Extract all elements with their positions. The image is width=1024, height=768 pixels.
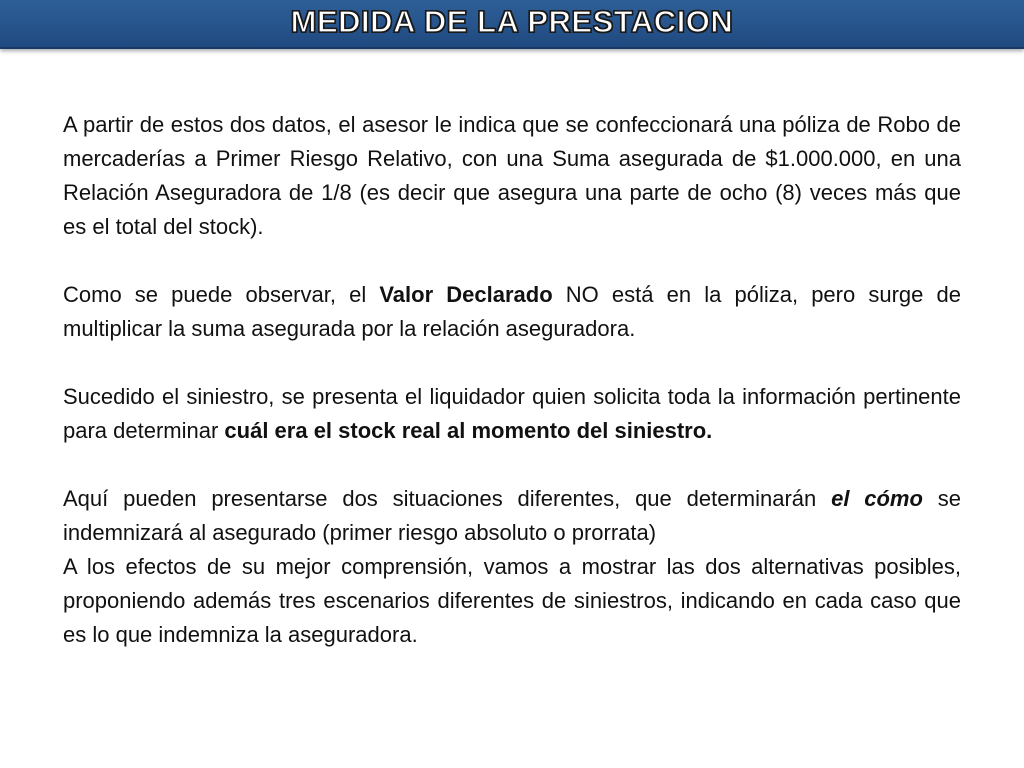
paragraph-4-text-b: se indemnizará al asegurado (primer riesgo absoluto o prorrata): [63, 486, 962, 545]
slide-title: MEDIDA DE LA PRESTACION: [290, 4, 734, 39]
paragraph-2-text-b: NO está en la póliza, pero surge de multiplicar la suma asegurada por la relación aseguradora.: [63, 282, 961, 341]
paragraph-2: [63, 278, 961, 346]
paragraph-1: A partir de estos dos datos, el asesor le indica que se confeccionará una póliza de Robo de mercaderías a Primer Riesgo Relativo, con una Suma asegurada de $1.000.000, en una Relación Aseguradora de 1/8 (es decir que asegura una parte de ocho (8) veces más que es el total del stock).: [63, 112, 961, 239]
slide-body: [63, 108, 961, 652]
paragraph-4-text-a: Aquí pueden presentarse dos situaciones diferentes, que determinarán: [63, 486, 832, 511]
paragraph-2-text-a: Como se puede observar, el: [63, 282, 380, 307]
valor-declarado-emphasis: Valor Declarado: [379, 282, 553, 307]
title-bar: [0, 0, 1024, 49]
paragraph-3-text-a: Sucedido el siniestro, se presenta el liquidador quien solicita toda la información pertinente para determinar: [63, 384, 961, 443]
paragraph-5: A los efectos de su mejor comprensión, vamos a mostrar las dos alternativas posibles, proponiendo además tres escenarios diferentes de siniestros, indicando en cada caso que es lo que indemniza la aseguradora.: [63, 554, 961, 647]
paragraph-4: [63, 482, 961, 550]
paragraph-3: [63, 380, 961, 448]
el-como-emphasis: el cómo: [831, 486, 923, 511]
stock-real-emphasis: cuál era el stock real al momento del siniestro.: [224, 418, 713, 443]
